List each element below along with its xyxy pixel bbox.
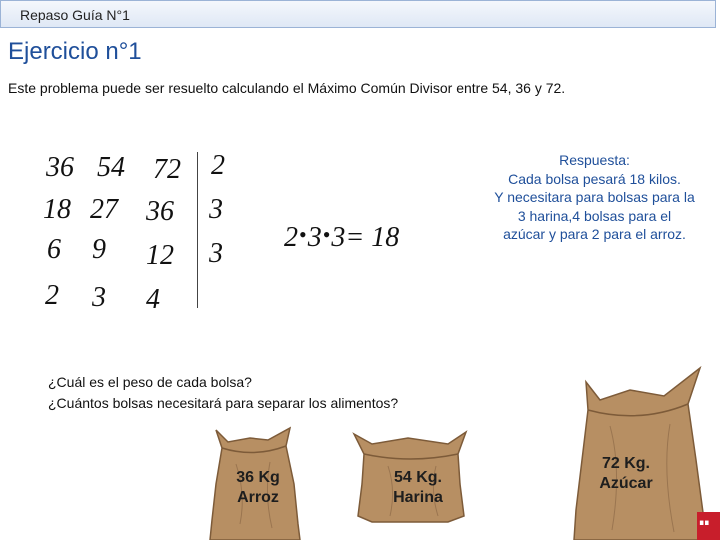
brand-logo-mark: ∎∎: [699, 518, 710, 527]
gcd-equation: [284, 222, 399, 254]
header-title: Repaso Guía N°1: [20, 7, 130, 23]
sack-label: [206, 468, 310, 508]
multiply-dot-icon: •: [322, 222, 331, 247]
table-divider-line: [197, 152, 198, 308]
sack-weight: 36 Kg: [236, 469, 280, 486]
table-divisor: 3: [209, 238, 223, 269]
answer-line: 3 harina,4 bolsas para el: [517, 207, 672, 224]
table-cell: 12: [146, 240, 174, 271]
table-cell: 6: [47, 234, 61, 265]
factor: 3: [331, 222, 346, 253]
answer-line: Y necesitara para bolsas para la: [494, 189, 695, 205]
answer-line: azúcar y para 2 para el arroz.: [503, 226, 686, 242]
sack-label: [566, 454, 686, 494]
table-cell: 9: [92, 234, 106, 265]
exercise-title: Ejercicio n°1: [8, 38, 142, 65]
exercise-intro: Este problema puede ser resuelto calculando el Máximo Común Divisor entre 54, 36 y 72.: [8, 80, 566, 96]
sack-label: [360, 468, 476, 508]
sack-image-arroz: [206, 424, 302, 540]
sack-content: Azúcar: [599, 475, 653, 492]
multiply-dot-icon: •: [299, 222, 307, 247]
table-divisor: 2: [211, 150, 225, 181]
table-cell: 4: [146, 284, 160, 315]
factor: 2: [284, 222, 298, 253]
sack-image-harina: [352, 424, 468, 524]
table-cell: 27: [90, 194, 118, 225]
question-bags: ¿Cuántos bolsas necesitará para separar los alimentos?: [48, 395, 399, 411]
sack-icon: [560, 360, 710, 540]
table-cell: 54: [97, 152, 125, 183]
table-cell: 36: [146, 196, 174, 227]
table-cell: 72: [153, 154, 181, 185]
table-cell: 18: [43, 194, 71, 225]
sack-content: Arroz: [237, 489, 279, 506]
header-bar: [0, 0, 716, 28]
brand-logo: [697, 512, 720, 540]
factor: 3: [307, 222, 322, 253]
answer-box: [472, 151, 717, 244]
question-weight: ¿Cuál es el peso de cada bolsa?: [48, 374, 252, 390]
sack-weight: 72 Kg.: [601, 455, 650, 472]
sack-weight: 54 Kg.: [393, 469, 442, 486]
answer-line: Respuesta:: [559, 152, 630, 168]
table-cell: 3: [92, 282, 106, 313]
table-cell: 36: [46, 152, 74, 183]
answer-line: Cada bolsa pesará 18 kilos.: [508, 170, 681, 187]
table-divisor: 3: [209, 194, 223, 225]
sack-content: Harina: [393, 489, 443, 506]
table-cell: 2: [45, 280, 59, 311]
equation-result: = 18: [345, 222, 400, 253]
sack-image-azucar: [560, 360, 710, 540]
